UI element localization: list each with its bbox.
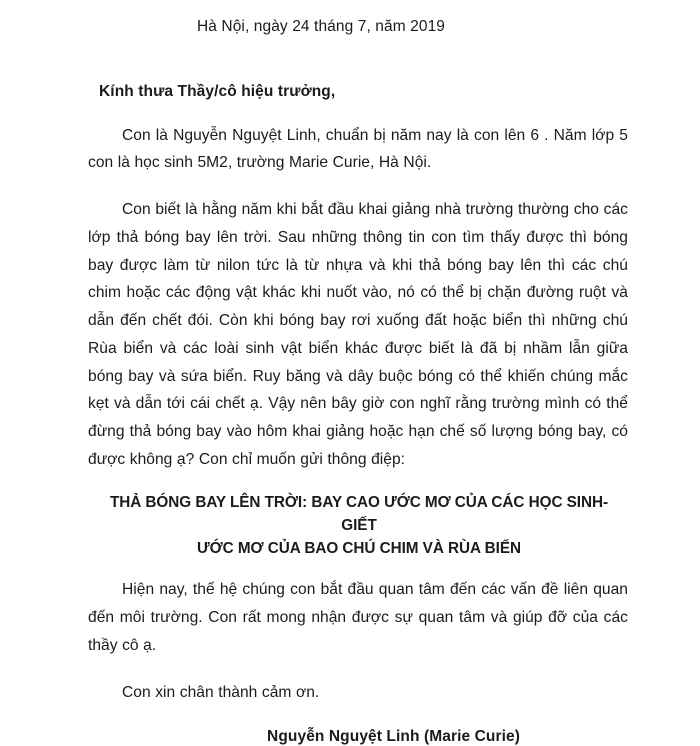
slogan-block — [88, 491, 628, 561]
salutation: Kính thưa Thầy/cô hiệu trưởng, — [99, 82, 336, 100]
letter-body — [0, 122, 700, 746]
paragraph-introduction: Con là Nguyễn Nguyệt Linh, chuẩn bị năm nay là con lên 6 . Năm lớp 5 con là học sinh 5M2, trường Marie Curie, Hà Nội. — [88, 126, 628, 172]
document-date-line: Hà Nội, ngày 24 tháng 7, năm 2019 — [196, 18, 446, 35]
slogan-line-1: THẢ BÓNG BAY LÊN TRỜI: BAY CAO ƯỚC MƠ CỦA CÁC HỌC SINH- GIẾT — [109, 493, 609, 534]
paragraph-thanks: Con xin chân thành cảm ơn. — [122, 683, 320, 701]
paragraph-balloon-argument: Con biết là hằng năm khi bắt đầu khai giảng nhà trường thường cho các lớp thả bóng bay lên trời. Sau những thông tin con tìm thấy được thì bóng bay được làm từ nilon tức là từ nhựa và khi thả bóng bay lên thì các chú chim hoặc các động vật khác khi nuốt vào, nó có thể bị chặn đường ruột và dẫn đến chết đói. Còn khi bóng bay rơi xuống đất hoặc biển thì những chú Rùa biển và các loài sinh vật biển khác được biết là đã bị nhầm lẫn giữa bóng bay và sứa biển. Ruy băng và dây buộc bóng có thể khiến chúng mắc kẹt và dẫn tới cái chết ạ. Vậy nên bây giờ con nghĩ rằng trường mình có thể đừng thả bóng bay vào hôm khai giảng hoặc hạn chế số lượng bóng bay, có được không ạ? Con chỉ muốn gửi thông điệp: — [88, 201, 628, 468]
paragraph-environment-closing: Hiện nay, thế hệ chúng con bắt đầu quan tâm đến các vấn đề liên quan đến môi trường. Con rất mong nhận được sự quan tâm và giúp đỡ của các thầy cô ạ. — [88, 581, 628, 654]
signature: Nguyễn Nguyệt Linh (Marie Curie) — [267, 728, 520, 746]
slogan-line-2: ƯỚC MƠ CỦA BAO CHÚ CHIM VÀ RÙA BIỂN — [197, 540, 521, 558]
